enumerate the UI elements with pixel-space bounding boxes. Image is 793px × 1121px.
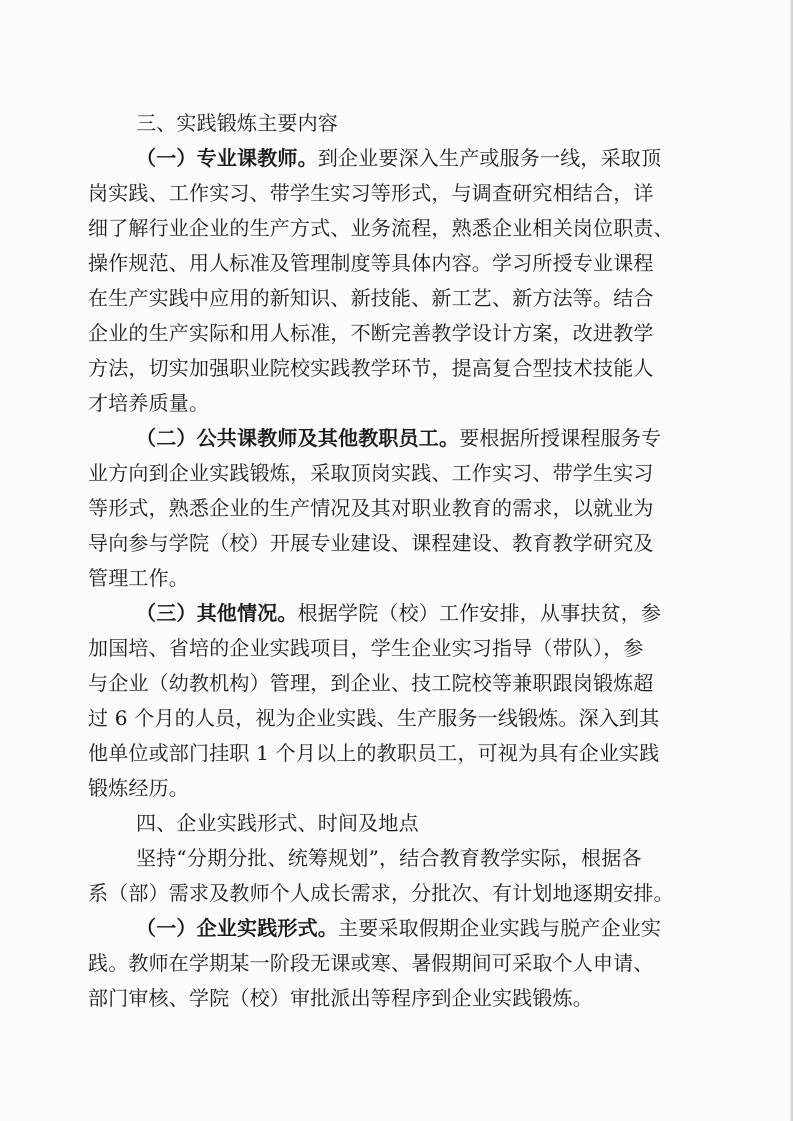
item-text: 根据学院（校）工作安排，从事扶贫，参: [297, 601, 662, 625]
paragraph-line: 锻炼经历。: [88, 776, 189, 800]
paragraph-line: 细了解行业企业的生产方式、业务流程，熟悉企业相关岗位职责、: [88, 216, 674, 240]
paragraph-line: 践。教师在学期某一阶段无课或寒、暑假期间可采取个人申请、: [88, 951, 654, 975]
paragraph-line: 管理工作。: [88, 566, 189, 590]
paragraph-line: 他单位或部门挂职 1 个月以上的教职员工，可视为具有企业实践: [88, 741, 660, 765]
paragraph-line: 才培养质量。: [88, 391, 210, 415]
paragraph-line: [136, 145, 661, 171]
paragraph-line: 与企业（幼教机构）管理，到企业、技工院校等兼职跟岗锻炼超: [88, 671, 654, 695]
paragraph-line: 导向参与学院（校）开展专业建设、课程建设、教育教学研究及: [88, 531, 654, 555]
paragraph-line: [136, 425, 661, 451]
paragraph-line: 操作规范、用人标准及管理制度等具体内容。学习所授专业课程: [88, 251, 654, 275]
item-text: 主要采取假期企业实践与脱产企业实: [338, 916, 662, 940]
paragraph-line: [136, 915, 661, 941]
paragraph-line: 部门审核、学院（校）审批派出等程序到企业实践锻炼。: [88, 986, 593, 1010]
paragraph-line: [136, 600, 661, 626]
paragraph-line: 加国培、省培的企业实践项目，学生企业实习指导（带队），参: [88, 636, 644, 660]
item-label: （二）公共课教师及其他教职员工。: [136, 426, 460, 450]
paragraph-line: 等形式，熟悉企业的生产情况及其对职业教育的需求，以就业为: [88, 496, 654, 520]
item-label: （三）其他情况。: [136, 601, 298, 625]
item-label: （一）企业实践形式。: [136, 916, 338, 940]
paragraph-line: 岗实践、工作实习、带学生实习等形式，与调查研究相结合，详: [88, 181, 654, 205]
item-text: 要根据所授课程服务专: [459, 426, 662, 450]
item-text: 到企业要深入生产或服务一线，采取顶: [317, 146, 662, 170]
paragraph-line: 过 6 个月的人员，视为企业实践、生产服务一线锻炼。深入到其: [88, 706, 660, 730]
paragraph-line: 企业的生产实际和用人标准，不断完善教学设计方案，改进教学: [88, 321, 654, 345]
paragraph-line: 系（部）需求及教师个人成长需求，分批次、有计划地逐期安排。: [88, 881, 674, 905]
paragraph-line: 坚持“分期分批、统筹规划”，结合教育教学实际，根据各: [136, 846, 642, 870]
section-heading-3: 三、实践锻炼主要内容: [136, 111, 338, 135]
section-heading-4: 四、企业实践形式、时间及地点: [136, 811, 419, 835]
item-label: （一）专业课教师。: [136, 146, 318, 170]
paragraph-line: 业方向到企业实践锻炼，采取顶岗实践、工作实习、带学生实习: [88, 461, 654, 485]
paragraph-line: 在生产实践中应用的新知识、新技能、新工艺、新方法等。结合: [88, 286, 654, 310]
paragraph-line: 方法，切实加强职业院校实践教学环节，提高复合型技术技能人: [88, 356, 654, 380]
